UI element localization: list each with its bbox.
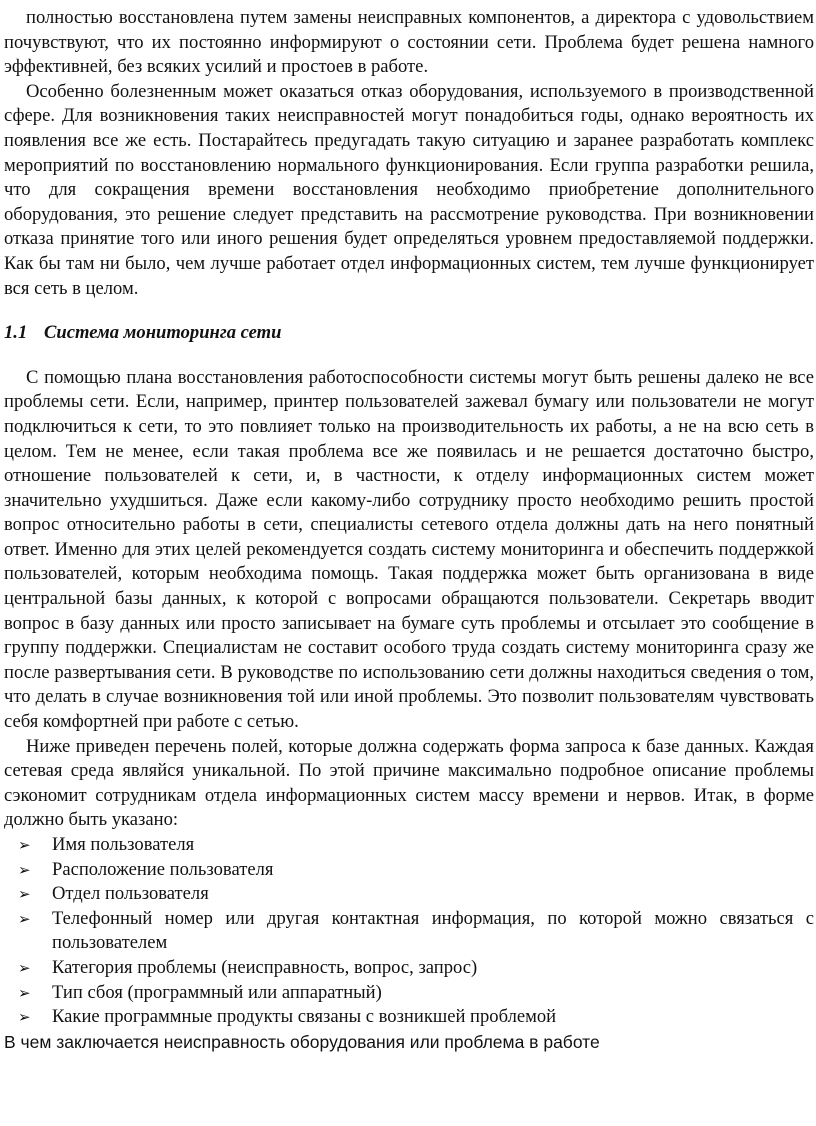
section-heading [4,321,814,346]
arrow-bullet-icon: ➢ [18,909,31,928]
section-title: Система мониторинга сети [44,322,282,344]
list-item: ➢ Категория проблемы (неисправность, вопрос, запрос) [18,956,814,981]
arrow-bullet-icon: ➢ [18,885,31,904]
section-paragraph-2: Ниже приведен перечень полей, которые должна содержать форма запроса к базе данных. Каждая сетевая среда являйся уникальной. По этой причине максимально подробное описание проблемы сэкономит сотрудникам отдела информационных систем массу времени и нервов. Итак, в форме должно быть указано: [4,735,814,831]
final-line: В чем заключается неисправность оборудования или проблема в работе [4,1031,600,1052]
list-item: ➢ Телефонный номер или другая контактная информация, по которой можно связаться с пользователем [18,907,814,954]
fields-list [4,833,814,1030]
list-item: ➢ Имя пользователя [18,833,814,858]
list-item: ➢ Какие программные продукты связаны с возникшей проблемой [18,1005,814,1030]
list-item: ➢ Тип сбоя (программный или аппаратный) [18,981,814,1006]
list-item: ➢ Расположение пользователя [18,858,814,883]
arrow-bullet-icon: ➢ [18,836,31,854]
intro-paragraph-2: Особенно болезненным может оказаться отказ оборудования, используемого в производственной сфере. Для возникновения таких неисправностей могут понадобиться годы, однако вероятность их появления все же есть. Постарайтесь предугадать такую ситуацию и заранее разработать комплекс мероприятий по восстановлению нормального функционирования. Если группа разработки решила, что для сокращения времени восстановления необходимо приобретение дополнительного оборудования, это решение следует представить на рассмотрение руководства. При возникновении отказа принятие того или иного решения будет определяться уровнем предоставляемой поддержки. Как бы там ни было, чем лучше работает отдел информационных систем, тем лучше функционирует вся сеть в целом. [4,80,814,299]
section-number: 1.1 [4,322,28,344]
arrow-bullet-icon: ➢ [18,983,31,1002]
list-item: ➢ Отдел пользователя [18,882,814,907]
section-paragraph-1: С помощью плана восстановления работоспособности системы могут быть решены далеко не все проблемы сети. Если, например, принтер пользователей зажевал бумагу или пользователи не могут подключиться к сети, то это повлияет только на производительность их работы, а не на всю сеть в целом. Тем не менее, если такая проблема все же появилась и не решается достаточно быстро, отношение пользователей к сети, и, в частности, к отделу информационных систем может значительно ухудшиться. Даже если какому-либо сотруднику просто необходимо решить простой вопрос относительно работы в сети, специалисты сетевого отдела должны дать на него понятный ответ. Именно для этих целей рекомендуется создать систему мониторинга и обеспечить поддержкой пользователей, которым необходима помощь. Такая поддержка может быть организована в виде центральной базы данных, к которой с вопросами обращаются пользователи. Секретарь вводит вопрос в базу данных или просто записывает на бумаге суть проблемы и отсылает это сообщение в группу поддержки. Специалистам не составит особого труда создать систему мониторинга сразу же после развертывания сети. В руководстве по использованию сети должны находиться сведения о том, что делать в случае возникновения той или иной проблемы. Это позволит пользователям чувствовать себя комфортней при работе с сетью. [4,366,814,733]
arrow-bullet-icon: ➢ [18,958,31,977]
intro-paragraph-1: полностью восстановлена путем замены неисправных компонентов, а директора с удовольствием почувствуют, что их постоянно информируют о состоянии сети. Проблема будет решена намного эффективней, без всяких усилий и простоев в работе. [4,7,814,78]
arrow-bullet-icon: ➢ [18,860,31,879]
arrow-bullet-icon: ➢ [18,1008,31,1027]
